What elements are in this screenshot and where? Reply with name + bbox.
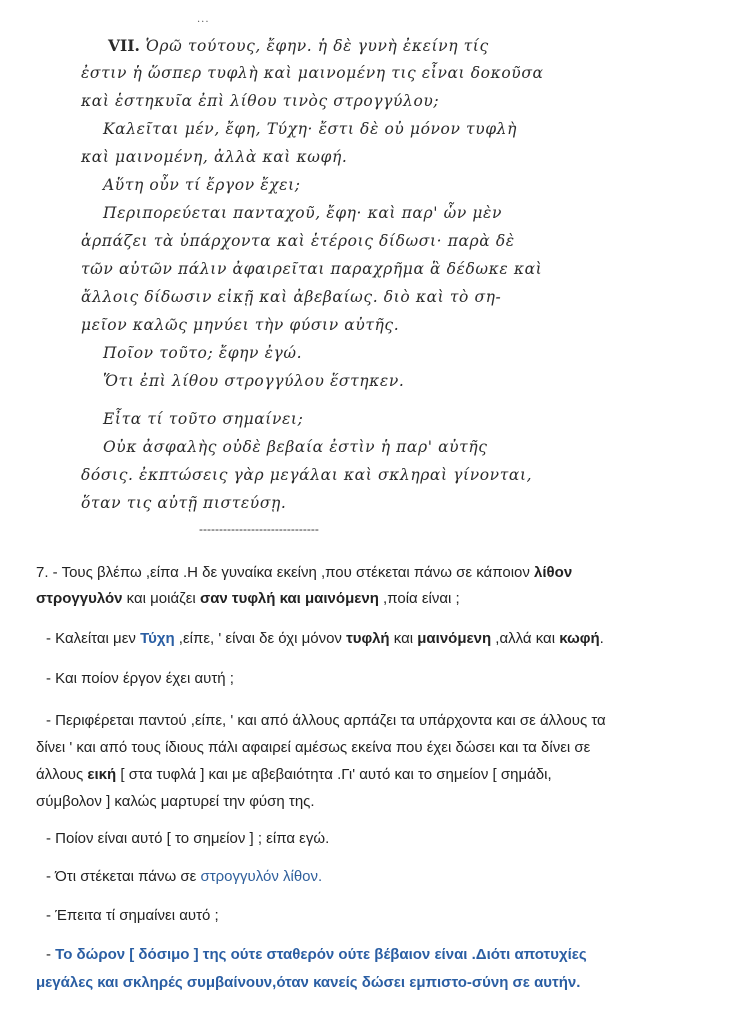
translation-p4-line-4: σύμβολον ] καλώς μαρτυρεί την φύση της. bbox=[36, 793, 315, 810]
original-line-7: Περιπορεύεται πανταχοῦ, ἔφη· καὶ παρ' ὧν μὲν bbox=[103, 204, 502, 222]
translation-p4-line-3: άλλους εική [ στα τυφλά ] και με αβεβαιότητα .Γι' αυτό και το σημείον [ σημάδι, bbox=[36, 766, 552, 783]
translation-p8-line-1: - Το δώρον [ δόσιμο ] της ούτε σταθερόν ούτε βέβαιον είναι .Διότι αποτυχίες bbox=[46, 946, 587, 963]
original-line-9: τῶν αὐτῶν πάλιν ἀφαιρεῖται παραχρῆμα ἃ δέδωκε καὶ bbox=[81, 260, 543, 278]
translation-p2: - Καλείται μεν Τύχη ,είπε, ' είναι δε όχι μόνον τυφλή και μαινόμενη ,αλλά και κωφή. bbox=[46, 630, 604, 647]
original-line-17: ὅταν τις αὐτῇ πιστεύσῃ. bbox=[81, 494, 287, 512]
separator-line: ------------------------------ bbox=[199, 522, 319, 536]
original-line-1: VII. Ὁρῶ τούτους, ἔφην. ἡ δὲ γυνὴ ἐκείνη τίς bbox=[108, 36, 489, 55]
translation-p3: - Και ποίον έργον έχει αυτή ; bbox=[46, 670, 234, 687]
translation-p1-line-2: στρογγυλόν και μοιάζει σαν τυφλή και μαινόμενη ,ποία είναι ; bbox=[36, 590, 460, 607]
translation-p8-line-2: μεγάλες και σκληρές συμβαίνουν,όταν κανείς δώσει εμπιστο-σύνη σε αυτήν. bbox=[36, 974, 581, 991]
translation-p4-line-1: - Περιφέρεται παντού ,είπε, ' και από άλλους αρπάζει τα υπάρχοντα και σε άλλους τα bbox=[46, 712, 606, 729]
original-line-14: Εἶτα τί τοῦτο σημαίνει; bbox=[103, 410, 304, 428]
translation-p5: - Ποίον είναι αυτό [ το σημείον ] ; είπα εγώ. bbox=[46, 830, 330, 847]
translation-p4-line-2: δίνει ' και από τους ίδιους πάλι αφαιρεί αμέσως εκείνα που έχει δώσει και τα δίνει σε bbox=[36, 739, 591, 756]
original-line-12: Ποῖον τοῦτο; ἔφην ἐγώ. bbox=[103, 344, 303, 362]
original-line-6: Αὕτη οὖν τί ἔργον ἔχει; bbox=[103, 176, 301, 194]
original-line-15: Οὐκ ἀσφαλὴς οὐδὲ βεβαία ἐστὶν ἡ παρ' αὐτῆς bbox=[103, 438, 488, 456]
translation-p7: - Έπειτα τί σημαίνει αυτό ; bbox=[46, 907, 219, 924]
original-line-10: ἄλλοις δίδωσιν εἰκῇ καὶ ἀβεβαίως. διὸ καὶ τὸ ση- bbox=[81, 288, 502, 306]
translation-p6: - Ότι στέκεται πάνω σε στρογγυλόν λίθον. bbox=[46, 868, 323, 885]
original-line-3: καὶ ἑστηκυῖα ἐπὶ λίθου τινὸς στρογγύλου; bbox=[81, 92, 440, 110]
original-line-11: μεῖον καλῶς μηνύει τὴν φύσιν αὐτῆς. bbox=[81, 316, 400, 334]
original-line-5: καὶ μαινομένη, ἀλλὰ καὶ κωφή. bbox=[81, 148, 348, 166]
original-line-4: Καλεῖται μέν, ἔφη, Τύχη· ἔστι δὲ οὐ μόνον τυφλὴ bbox=[103, 120, 517, 138]
original-line-2: ἐστιν ἡ ὥσπερ τυφλὴ καὶ μαινομένη τις εἶναι δοκοῦσα bbox=[81, 64, 544, 82]
original-line-13: Ὅτι ἐπὶ λίθου στρογγύλου ἕστηκεν. bbox=[103, 372, 405, 390]
translation-p1-line-1: 7. - Τους βλέπω ,είπα .Η δε γυναίκα εκείνη ,που στέκεται πάνω σε κάποιον λίθον bbox=[36, 564, 573, 581]
page-mark: ... bbox=[197, 14, 210, 25]
section-number: VII. bbox=[108, 36, 140, 55]
original-line-8: ἁρπάζει τὰ ὑπάρχοντα καὶ ἑτέροις δίδωσι· παρὰ δὲ bbox=[81, 232, 515, 250]
original-line-16: δόσις. ἐκπτώσεις γὰρ μεγάλαι καὶ σκληραὶ γίνονται, bbox=[81, 466, 533, 484]
